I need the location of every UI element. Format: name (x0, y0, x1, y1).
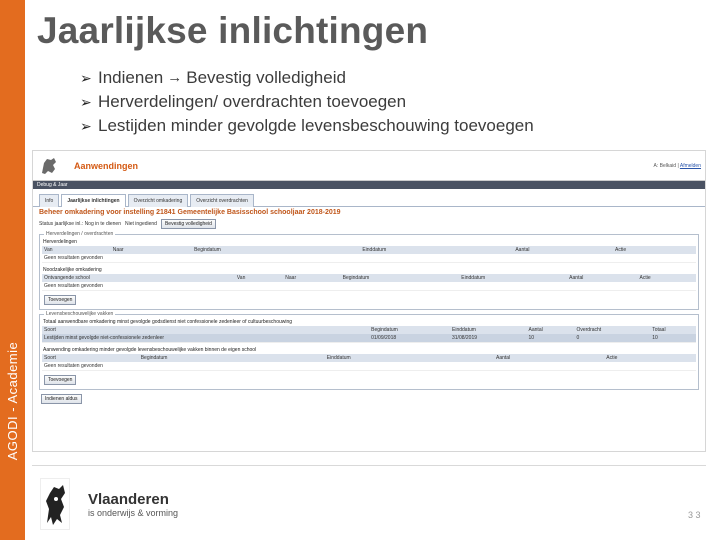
herverdelingen-table (42, 246, 696, 263)
bullet-1 (80, 66, 534, 90)
app-subbar: Debug & Jaar (33, 181, 705, 189)
footer-tagline: is onderwijs & vorming (88, 508, 179, 518)
column-header: Begindatum (139, 354, 325, 362)
vlaanderen-lion-icon (33, 152, 65, 180)
herverdelingen-legend: Herverdelingen / overdrachten (46, 231, 114, 237)
column-header: Naar (111, 246, 192, 254)
column-header: Einddatum (450, 326, 527, 334)
column-header: Einddatum (325, 354, 494, 362)
status-value: Niet ingediend (125, 221, 157, 227)
levensbeschouwing-section (39, 311, 699, 390)
levensbeschouwing-subtitle: Totaal aanwendbare omkadering minst gevolgde godsdienst niet confessionele zedenleer of cultuurbeschouwing (43, 319, 293, 325)
cell-overdracht: 0 (574, 334, 650, 343)
noodzakelijke-table (42, 274, 696, 291)
vlaanderen-logo-icon (40, 478, 70, 530)
confirm-completeness-button[interactable]: Bevestig volledigheid (161, 219, 216, 229)
column-header: Van (235, 274, 283, 282)
cell-soort: Lestijden minst gevolgde niet-confessionele zedenleer (42, 334, 369, 343)
page-heading: Beheer omkadering voor instelling 21841 Gemeentelijke Basisschool schooljaar 2018-2019 (39, 209, 341, 216)
cell-einddatum: 31/08/2019 (450, 334, 527, 343)
empty-row: Geen resultaten gevonden (42, 254, 696, 263)
noodzakelijke-subtitle: Noodzakelijke omkadering (43, 267, 102, 273)
column-header: Begindatum (192, 246, 360, 254)
app-screenshot (32, 150, 706, 452)
bullet-arrow-icon: ➢ (80, 70, 92, 86)
levensbeschouwing-legend: Levensbeschouwelijke vakken (46, 311, 114, 317)
bullet-3-text: Lestijden minder gevolgde levensbeschouwing toevoegen (98, 116, 534, 135)
column-header: Soort (42, 354, 139, 362)
tab-bar (33, 189, 705, 207)
empty-row: Geen resultaten gevonden (42, 362, 696, 371)
table-row (42, 334, 696, 343)
status-bar (33, 218, 705, 230)
footer-brand: Vlaanderen (88, 491, 169, 508)
bullet-arrow-icon: ➢ (80, 94, 92, 110)
empty-row: Geen resultaten gevonden (42, 282, 696, 291)
column-header: Aantal (567, 274, 637, 282)
user-info: A: Belkaid | Afmelden (653, 162, 701, 169)
tab-info[interactable]: Info (39, 194, 59, 207)
herverdelingen-section (39, 231, 699, 310)
bullet-2 (80, 90, 534, 114)
bullet-3 (80, 114, 534, 138)
column-header: Begindatum (341, 274, 460, 282)
submit-button[interactable]: Indienen aldus (41, 394, 82, 404)
logout-link[interactable]: Afmelden (679, 162, 701, 169)
cell-begindatum: 01/09/2018 (369, 334, 450, 343)
column-header: Einddatum (459, 274, 567, 282)
add-aanwending-button[interactable]: Toevoegen (44, 375, 76, 385)
cell-totaal: 10 (650, 334, 696, 343)
column-header: Overdracht (574, 326, 650, 334)
slide-title: Jaarlijkse inlichtingen (37, 10, 429, 51)
column-header: Ontvangende school (42, 274, 235, 282)
aanwending-subtitle: Aanwending omkadering minder gevolgde levensbeschouwelijke vakken binnen de eigen school (43, 347, 257, 353)
tab-jaarlijkse-inlichtingen[interactable]: Jaarlijkse inlichtingen (61, 194, 125, 207)
tab-overzicht-omkadering[interactable]: Overzicht omkadering (128, 194, 189, 207)
side-label: AGODI - Academie (5, 341, 20, 461)
bullet-1-part1: Indienen (98, 68, 164, 87)
aanwending-table (42, 354, 696, 371)
column-header: Actie (637, 274, 696, 282)
herverdelingen-subtitle: Herverdelingen (43, 239, 77, 245)
bullet-list (80, 66, 534, 138)
bullet-arrow-icon: ➢ (80, 118, 92, 134)
column-header: Totaal (650, 326, 696, 334)
column-header: Einddatum (360, 246, 513, 254)
footer-divider (32, 465, 706, 466)
column-header: Begindatum (369, 326, 450, 334)
add-noodzakelijke-button[interactable]: Toevoegen (44, 295, 76, 305)
column-header: Van (42, 246, 111, 254)
cell-aantal: 10 (527, 334, 575, 343)
status-label: Status jaarlijkse inl.: Nog in te dienen (39, 221, 121, 227)
tab-overzicht-overdrachten[interactable]: Overzicht overdrachten (190, 194, 254, 207)
column-header: Soort (42, 326, 369, 334)
column-header: Naar (283, 274, 340, 282)
column-header: Aantal (513, 246, 613, 254)
bullet-2-text: Herverdelingen/ overdrachten toevoegen (98, 92, 407, 111)
app-header (33, 151, 705, 181)
column-header: Aantal (527, 326, 575, 334)
user-name: A: Belkaid (653, 162, 677, 169)
arrow-right-icon: → (167, 69, 183, 86)
column-header: Actie (613, 246, 696, 254)
page-number: 3 3 (688, 510, 701, 520)
levensbeschouwing-table (42, 326, 696, 343)
bullet-1-part2: Bevestig volledigheid (186, 68, 346, 87)
column-header: Actie (604, 354, 696, 362)
column-header: Aantal (494, 354, 604, 362)
app-title: Aanwendingen (74, 160, 139, 171)
